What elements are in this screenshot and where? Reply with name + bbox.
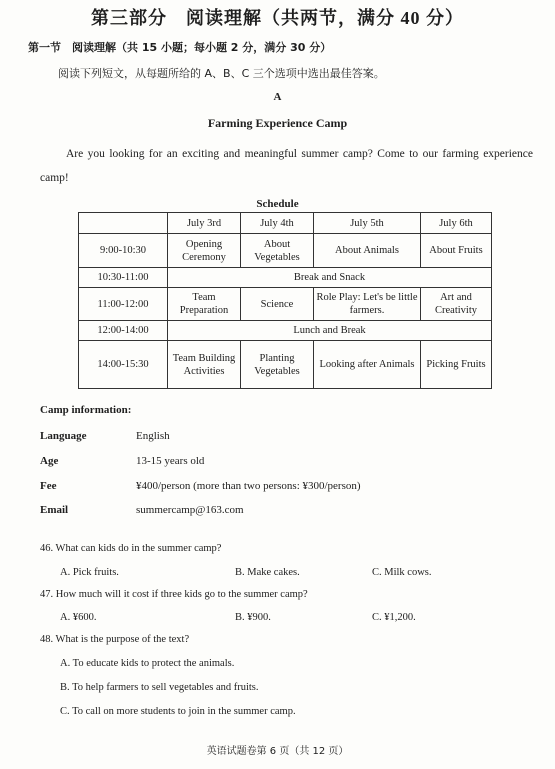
schedule-row <box>79 234 492 268</box>
activity-cell: Opening Ceremony <box>168 234 241 268</box>
info-row-email <box>40 504 244 516</box>
info-value: English <box>136 430 170 442</box>
day-header: July 6th <box>421 213 492 234</box>
activity-cell: Art and Creativity <box>421 288 492 321</box>
question-47: 47. How much will it cost if three kids go to the summer camp? <box>40 589 308 600</box>
question-48: 48. What is the purpose of the text? <box>40 634 190 645</box>
option-48-a: A. To educate kids to protect the animals. <box>60 658 235 669</box>
time-cell: 12:00-14:00 <box>79 321 168 341</box>
day-header: July 5th <box>314 213 421 234</box>
passage-letter: A <box>273 91 282 103</box>
intro-paragraph: Are you looking for an exciting and meaningful summer camp? Come to our farming experience camp! <box>40 148 533 184</box>
schedule-row <box>79 288 492 321</box>
info-label: Language <box>40 430 87 442</box>
activity-cell: About Fruits <box>421 234 492 268</box>
activity-cell: Role Play: Let's be little farmers. <box>314 288 421 321</box>
option-46-b: B. Make cakes. <box>235 567 300 578</box>
info-value: 13-15 years old <box>136 455 205 467</box>
passage-title: Farming Experience Camp <box>207 116 348 130</box>
option-47-b: B. ¥900. <box>235 612 271 623</box>
info-label: Age <box>40 455 59 467</box>
question-46: 46. What can kids do in the summer camp? <box>40 543 222 554</box>
camp-info-heading: Camp information: <box>40 404 132 416</box>
info-value: ¥400/person (more than two persons: ¥300/person) <box>136 480 361 492</box>
info-label: Fee <box>40 480 57 492</box>
spanning-activity-cell: Break and Snack <box>168 268 492 288</box>
info-row-age <box>40 455 204 467</box>
page-footer: 英语试题卷第 6 页（共 12 页） <box>206 746 349 757</box>
activity-cell: Planting Vegetables <box>241 341 314 389</box>
info-row-fee <box>40 480 361 492</box>
activity-cell: Picking Fruits <box>421 341 492 389</box>
time-cell: 10:30-11:00 <box>79 268 168 288</box>
schedule-header-row <box>79 213 492 234</box>
activity-cell: Team Preparation <box>168 288 241 321</box>
info-value: summercamp@163.com <box>136 504 244 516</box>
instruction-text: 阅读下列短文，从每题所给的 A、B、C 三个选项中选出最佳答案。 <box>58 67 385 80</box>
time-cell: 14:00-15:30 <box>79 341 168 389</box>
option-46-c: C. Milk cows. <box>372 567 432 578</box>
spanning-activity-cell: Lunch and Break <box>168 321 492 341</box>
schedule-row <box>79 268 492 288</box>
day-header: July 3rd <box>168 213 241 234</box>
option-48-c: C. To call on more students to join in the summer camp. <box>60 706 296 717</box>
schedule-table <box>78 212 492 389</box>
day-header: July 4th <box>241 213 314 234</box>
activity-cell: Science <box>241 288 314 321</box>
activity-cell: About Vegetables <box>241 234 314 268</box>
corner-cell <box>79 213 168 234</box>
option-46-a: A. Pick fruits. <box>60 567 119 578</box>
part-title: 第一节 阅读理解（共 15 小题；每小题 2 分，满分 30 分） <box>28 41 332 54</box>
activity-cell: Team Building Activities <box>168 341 241 389</box>
option-48-b: B. To help farmers to sell vegetables and fruits. <box>60 682 259 693</box>
time-cell: 9:00-10:30 <box>79 234 168 268</box>
option-47-a: A. ¥600. <box>60 612 97 623</box>
schedule-title: Schedule <box>256 198 299 210</box>
info-row-language <box>40 430 170 442</box>
section-title: 第三部分 阅读理解（共两节，满分 40 分） <box>91 8 464 28</box>
time-cell: 11:00-12:00 <box>79 288 168 321</box>
option-47-c: C. ¥1,200. <box>372 612 416 623</box>
schedule-row <box>79 341 492 389</box>
schedule-row <box>79 321 492 341</box>
activity-cell: Looking after Animals <box>314 341 421 389</box>
activity-cell: About Animals <box>314 234 421 268</box>
info-label: Email <box>40 504 69 516</box>
